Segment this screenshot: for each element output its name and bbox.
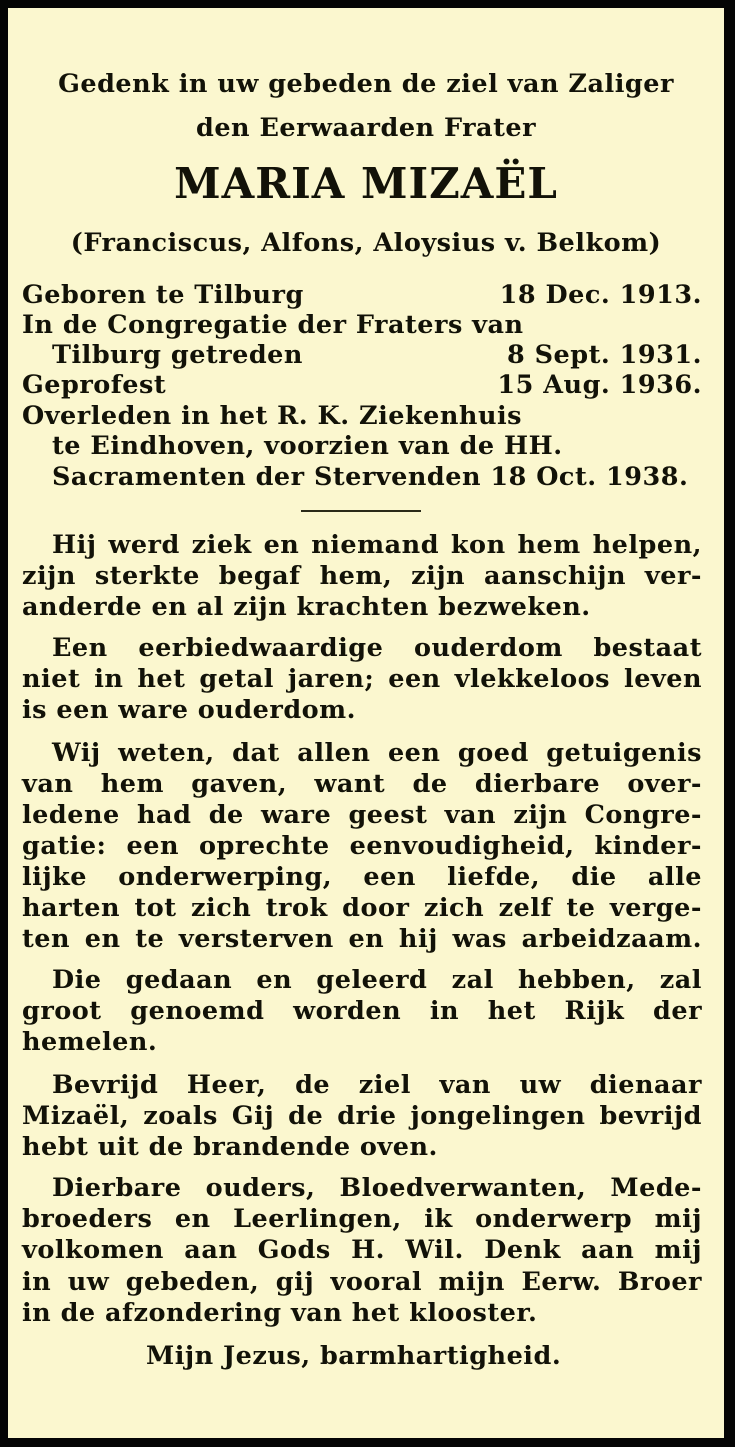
profession-date: 15 Aug. 1936. [497, 370, 702, 400]
congregation-label: Tilburg getreden [52, 340, 303, 370]
paragraph-6-line: in uw gebeden, gij vooral mijn Eerw. Broer [22, 1267, 702, 1297]
divider [301, 510, 421, 512]
paragraph-6-line: Dierbare ouders, Bloedverwanten, Mede- [52, 1173, 702, 1203]
paragraph-4-line: groot genoemd worden in het Rijk der [22, 996, 702, 1026]
memorial-card [8, 8, 724, 1438]
paragraph-1-line: Hij werd ziek en niemand kon hem helpen, [52, 530, 702, 560]
congregation-date: 8 Sept. 1931. [507, 340, 702, 370]
paragraph-3-line: Wij weten, dat allen een goed getuigenis [52, 738, 702, 768]
paragraph-6-line: volkomen aan Gods H. Wil. Denk aan mij [22, 1235, 702, 1265]
birth-date: 18 Dec. 1913. [499, 280, 702, 310]
paragraph-5-line: Mizaël, zoals Gij de drie jongelingen bevrijd [22, 1101, 702, 1131]
paragraph-2-line: niet in het getal jaren; een vlekkeloos leven [22, 664, 702, 694]
birth-label: Geboren te Tilburg [22, 280, 304, 310]
profession-row [22, 370, 702, 400]
paragraph-1-line: zijn sterkte begaf hem, zijn aanschijn ver- [22, 561, 702, 591]
paragraph-4-line: hemelen. [22, 1027, 158, 1057]
death-line-2: te Eindhoven, voorzien van de HH. [52, 431, 563, 461]
invocation-line-2: den Eerwaarden Frater [195, 113, 537, 143]
paragraph-2-line: is een ware ouderdom. [22, 695, 357, 725]
invocation-line-1: Gedenk in uw gebeden de ziel van Zaliger [58, 69, 674, 99]
paragraph-5-line: hebt uit de brandende oven. [22, 1132, 438, 1162]
paragraph-3-line: ledene had de ware geest van zijn Congre- [22, 800, 702, 830]
civil-name: (Franciscus, Alfons, Aloysius v. Belkom) [70, 228, 662, 258]
paragraph-3-line: van hem gaven, want de dierbare over- [22, 769, 702, 799]
paragraph-2-line: Een eerbiedwaardige ouderdom bestaat [52, 633, 702, 663]
profession-label: Geprofest [22, 370, 167, 400]
death-line-1: Overleden in het R. K. Ziekenhuis [22, 401, 523, 431]
deceased-name: MARIA MIZAËL [174, 159, 558, 208]
paragraph-5-line: Bevrijd Heer, de ziel van uw dienaar [52, 1070, 702, 1100]
death-line-3: Sacramenten der Stervenden 18 Oct. 1938. [52, 462, 689, 492]
paragraph-4-line: Die gedaan en geleerd zal hebben, zal [52, 965, 702, 995]
paragraph-1-line: anderde en al zijn krachten bezweken. [22, 592, 591, 622]
congregation-row [52, 340, 702, 370]
paragraph-3-line: lijke onderwerping, een liefde, die alle [22, 862, 702, 892]
paragraph-6-line: broeders en Leerlingen, ik onderwerp mij [22, 1204, 702, 1234]
congregation-line-1: In de Congregatie der Fraters van [22, 310, 524, 340]
paragraph-6-line: in de afzondering van het klooster. [22, 1298, 538, 1328]
closing-prayer: Mijn Jezus, barmhartigheid. [146, 1341, 562, 1371]
paragraph-3-line: gatie: een oprechte eenvoudigheid, kinder- [22, 831, 702, 861]
paragraph-3-line: harten tot zich trok door zich zelf te verge- [22, 893, 702, 923]
paragraph-3-line: ten en te versterven en hij was arbeidzaam. [22, 924, 702, 954]
birth-row [22, 280, 702, 310]
